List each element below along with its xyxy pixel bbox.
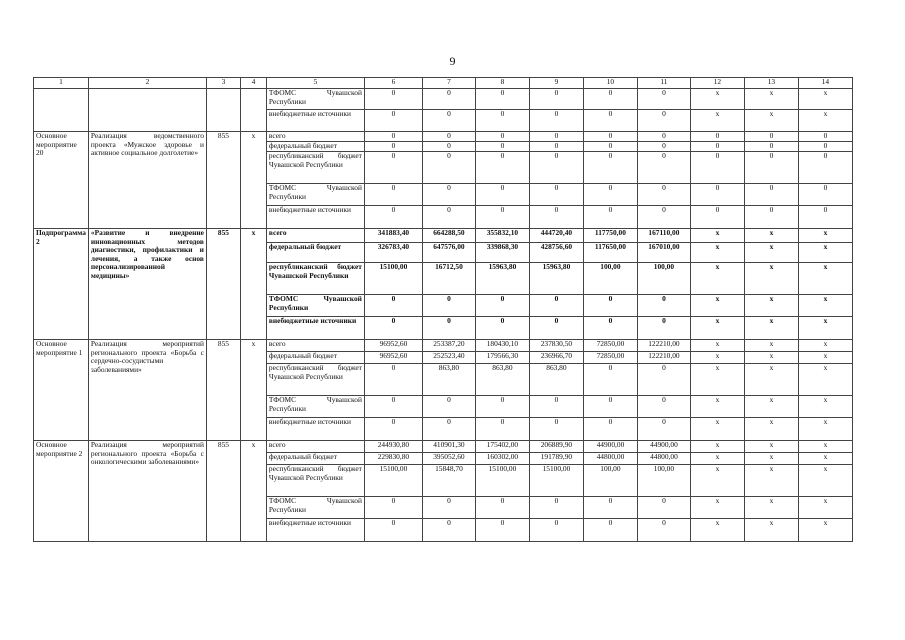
value-cell: 0 <box>583 519 637 542</box>
value-cell: x <box>690 497 744 519</box>
funding-source: ТФОМС Чувашской Республики <box>266 184 364 206</box>
value-cell: 100,00 <box>637 465 690 497</box>
value-cell: 0 <box>637 89 690 110</box>
value-cell: 0 <box>529 152 583 184</box>
value-cell: 0 <box>364 396 422 418</box>
row-mark: x <box>240 340 266 441</box>
value-cell: 0 <box>637 132 690 142</box>
value-cell: 0 <box>637 184 690 206</box>
value-cell: 100,00 <box>583 465 637 497</box>
value-cell: 0 <box>798 142 852 152</box>
value-cell: 0 <box>422 152 475 184</box>
value-cell: 0 <box>637 519 690 542</box>
funding-source: ТФОМС Чувашской Республики <box>266 295 364 317</box>
row-status: Основное мероприятие 20 <box>34 132 89 229</box>
value-cell: 0 <box>744 184 798 206</box>
value-cell: x <box>690 465 744 497</box>
value-cell: x <box>744 453 798 465</box>
table-row <box>34 441 853 453</box>
value-cell: x <box>744 263 798 295</box>
value-cell: x <box>744 364 798 396</box>
value-cell: 100,00 <box>583 263 637 295</box>
value-cell: 15100,00 <box>364 263 422 295</box>
value-cell: x <box>744 229 798 243</box>
value-cell: x <box>744 497 798 519</box>
value-cell: 0 <box>364 317 422 340</box>
value-cell: x <box>690 453 744 465</box>
header-row <box>34 78 853 89</box>
value-cell: 15100,00 <box>364 465 422 497</box>
value-cell: 326783,40 <box>364 243 422 263</box>
value-cell: 428756,60 <box>529 243 583 263</box>
value-cell: 16712,50 <box>422 263 475 295</box>
row-status <box>34 89 89 132</box>
value-cell: x <box>744 519 798 542</box>
value-cell: 0 <box>364 152 422 184</box>
value-cell: 0 <box>529 142 583 152</box>
value-cell: x <box>690 110 744 132</box>
table-row <box>34 132 853 142</box>
value-cell: 72850,00 <box>583 352 637 364</box>
value-cell: 0 <box>690 206 744 229</box>
column-header: 13 <box>744 78 798 89</box>
value-cell: 0 <box>364 497 422 519</box>
value-cell: 237830,50 <box>529 340 583 352</box>
value-cell: 0 <box>583 317 637 340</box>
value-cell: 0 <box>583 132 637 142</box>
value-cell: 236966,70 <box>529 352 583 364</box>
value-cell: x <box>798 418 852 441</box>
funding-source: республиканский бюджет Чувашской Республики <box>266 152 364 184</box>
value-cell: 179566,30 <box>475 352 529 364</box>
value-cell: 0 <box>364 132 422 142</box>
value-cell: 0 <box>475 317 529 340</box>
value-cell: 0 <box>637 418 690 441</box>
funding-source: всего <box>266 229 364 243</box>
row-name <box>88 89 206 132</box>
value-cell: x <box>690 396 744 418</box>
value-cell: x <box>798 352 852 364</box>
value-cell: 167010,00 <box>637 243 690 263</box>
value-cell: 0 <box>422 110 475 132</box>
value-cell: 0 <box>690 142 744 152</box>
value-cell: 0 <box>744 132 798 142</box>
row-code: 855 <box>206 132 240 229</box>
value-cell: 863,80 <box>529 364 583 396</box>
row-mark <box>240 89 266 132</box>
value-cell: 206889,90 <box>529 441 583 453</box>
value-cell: 341883,40 <box>364 229 422 243</box>
table-row <box>34 340 853 352</box>
value-cell: 0 <box>744 142 798 152</box>
value-cell: 244930,80 <box>364 441 422 453</box>
value-cell: x <box>744 441 798 453</box>
value-cell: x <box>690 229 744 243</box>
value-cell: 167110,00 <box>637 229 690 243</box>
funding-source: всего <box>266 340 364 352</box>
value-cell: 180430,10 <box>475 340 529 352</box>
funding-source: внебюджетные источники <box>266 110 364 132</box>
value-cell: x <box>690 263 744 295</box>
value-cell: x <box>690 418 744 441</box>
value-cell: 0 <box>637 317 690 340</box>
value-cell: 0 <box>583 364 637 396</box>
value-cell: 100,00 <box>637 263 690 295</box>
value-cell: 0 <box>637 396 690 418</box>
funding-source: внебюджетные источники <box>266 206 364 229</box>
table-row <box>34 89 853 110</box>
value-cell: 44900,00 <box>583 441 637 453</box>
value-cell: 0 <box>637 206 690 229</box>
column-header: 10 <box>583 78 637 89</box>
value-cell: 0 <box>364 184 422 206</box>
value-cell: 15963,80 <box>475 263 529 295</box>
value-cell: x <box>798 340 852 352</box>
value-cell: 0 <box>422 295 475 317</box>
value-cell: 0 <box>529 110 583 132</box>
value-cell: 0 <box>475 184 529 206</box>
funding-source: внебюджетные источники <box>266 519 364 542</box>
column-header: 6 <box>364 78 422 89</box>
value-cell: 0 <box>364 110 422 132</box>
value-cell: 664288,50 <box>422 229 475 243</box>
value-cell: 117650,00 <box>583 243 637 263</box>
value-cell: 0 <box>529 206 583 229</box>
value-cell: 0 <box>583 396 637 418</box>
row-status: Основное мероприятие 1 <box>34 340 89 441</box>
value-cell: 44900,00 <box>637 441 690 453</box>
value-cell: 0 <box>422 317 475 340</box>
value-cell: 0 <box>798 184 852 206</box>
value-cell: 0 <box>475 497 529 519</box>
value-cell: 175402,00 <box>475 441 529 453</box>
column-header: 3 <box>206 78 240 89</box>
budget-table <box>33 77 853 542</box>
value-cell: 0 <box>475 418 529 441</box>
funding-source: республиканский бюджет Чувашской Республики <box>266 364 364 396</box>
value-cell: 0 <box>529 295 583 317</box>
column-header: 7 <box>422 78 475 89</box>
value-cell: x <box>690 243 744 263</box>
value-cell: 444720,40 <box>529 229 583 243</box>
funding-source: федеральный бюджет <box>266 142 364 152</box>
value-cell: 96952,60 <box>364 352 422 364</box>
column-header: 2 <box>88 78 206 89</box>
value-cell: x <box>690 89 744 110</box>
value-cell: 0 <box>475 519 529 542</box>
row-name: Реализация мероприятий регионального проекта «Борьба с сердечно-сосудистыми заболеваниями» <box>88 340 206 441</box>
value-cell: 0 <box>422 142 475 152</box>
column-header: 1 <box>34 78 89 89</box>
value-cell: 0 <box>475 110 529 132</box>
value-cell: 0 <box>529 497 583 519</box>
value-cell: x <box>744 317 798 340</box>
value-cell: 0 <box>364 142 422 152</box>
row-code: 855 <box>206 340 240 441</box>
value-cell: 0 <box>583 142 637 152</box>
value-cell: 0 <box>798 152 852 184</box>
value-cell: x <box>744 89 798 110</box>
value-cell: x <box>744 243 798 263</box>
value-cell: 0 <box>690 152 744 184</box>
value-cell: x <box>690 340 744 352</box>
value-cell: 0 <box>529 519 583 542</box>
value-cell: 0 <box>637 364 690 396</box>
value-cell: 0 <box>475 142 529 152</box>
value-cell: x <box>798 519 852 542</box>
value-cell: 0 <box>475 295 529 317</box>
value-cell: 15963,80 <box>529 263 583 295</box>
value-cell: 0 <box>583 110 637 132</box>
value-cell: x <box>744 110 798 132</box>
value-cell: x <box>744 465 798 497</box>
value-cell: x <box>798 317 852 340</box>
value-cell: 355832,10 <box>475 229 529 243</box>
funding-source: всего <box>266 441 364 453</box>
value-cell: x <box>690 519 744 542</box>
value-cell: 0 <box>422 418 475 441</box>
value-cell: 0 <box>798 132 852 142</box>
value-cell: x <box>798 229 852 243</box>
value-cell: 0 <box>798 206 852 229</box>
value-cell: 0 <box>364 206 422 229</box>
value-cell: x <box>744 418 798 441</box>
value-cell: x <box>798 396 852 418</box>
value-cell: 0 <box>422 497 475 519</box>
value-cell: x <box>690 352 744 364</box>
value-cell: x <box>798 89 852 110</box>
value-cell: 0 <box>422 519 475 542</box>
value-cell: 0 <box>529 396 583 418</box>
row-mark: x <box>240 229 266 340</box>
funding-source: внебюджетные источники <box>266 317 364 340</box>
row-name: «Развитие и внедрение инновационных методов диагностики, профилактики и лечения, а также основ персонализированной медицины» <box>88 229 206 340</box>
value-cell: x <box>744 352 798 364</box>
value-cell: 0 <box>422 396 475 418</box>
value-cell: x <box>798 263 852 295</box>
value-cell: 0 <box>583 184 637 206</box>
value-cell: 0 <box>690 184 744 206</box>
value-cell: 252523,40 <box>422 352 475 364</box>
value-cell: 0 <box>637 142 690 152</box>
value-cell: 0 <box>583 206 637 229</box>
value-cell: x <box>798 295 852 317</box>
value-cell: 0 <box>637 295 690 317</box>
row-name: Реализация мероприятий регионального проекта «Борьба с онкологическими заболеваниями» <box>88 441 206 542</box>
value-cell: 0 <box>475 396 529 418</box>
value-cell: x <box>744 340 798 352</box>
value-cell: 15100,00 <box>529 465 583 497</box>
value-cell: 0 <box>364 89 422 110</box>
value-cell: 44800,00 <box>583 453 637 465</box>
value-cell: 0 <box>475 152 529 184</box>
row-code: 855 <box>206 441 240 542</box>
value-cell: 863,80 <box>475 364 529 396</box>
value-cell: 0 <box>364 418 422 441</box>
value-cell: x <box>690 317 744 340</box>
row-name: Реализация ведомственного проекта «Мужское здоровье и активное социальное долголетие» <box>88 132 206 229</box>
value-cell: 0 <box>475 206 529 229</box>
row-mark: x <box>240 132 266 229</box>
value-cell: 0 <box>422 89 475 110</box>
value-cell: x <box>798 243 852 263</box>
value-cell: 0 <box>583 497 637 519</box>
funding-source: ТФОМС Чувашской Республики <box>266 497 364 519</box>
row-mark: x <box>240 441 266 542</box>
value-cell: 0 <box>422 132 475 142</box>
value-cell: 0 <box>637 152 690 184</box>
funding-source: федеральный бюджет <box>266 243 364 263</box>
value-cell: x <box>744 295 798 317</box>
value-cell: 647576,00 <box>422 243 475 263</box>
column-header: 11 <box>637 78 690 89</box>
value-cell: 0 <box>690 132 744 142</box>
table-body <box>34 78 853 542</box>
value-cell: x <box>744 396 798 418</box>
value-cell: 0 <box>529 317 583 340</box>
value-cell: 339868,30 <box>475 243 529 263</box>
value-cell: 15100,00 <box>475 465 529 497</box>
column-header: 8 <box>475 78 529 89</box>
value-cell: 117750,00 <box>583 229 637 243</box>
row-code <box>206 89 240 132</box>
value-cell: 0 <box>475 89 529 110</box>
value-cell: 96952,60 <box>364 340 422 352</box>
funding-source: ТФОМС Чувашской Республики <box>266 396 364 418</box>
value-cell: 122210,00 <box>637 340 690 352</box>
value-cell: x <box>798 453 852 465</box>
value-cell: x <box>798 441 852 453</box>
column-header: 5 <box>266 78 364 89</box>
value-cell: 0 <box>583 89 637 110</box>
value-cell: x <box>798 497 852 519</box>
value-cell: 0 <box>364 364 422 396</box>
funding-source: внебюджетные источники <box>266 418 364 441</box>
value-cell: 0 <box>637 110 690 132</box>
value-cell: x <box>690 364 744 396</box>
value-cell: 229830,80 <box>364 453 422 465</box>
value-cell: 0 <box>744 206 798 229</box>
column-header: 9 <box>529 78 583 89</box>
value-cell: x <box>798 465 852 497</box>
funding-source: ТФОМС Чувашской Республики <box>266 89 364 110</box>
value-cell: 0 <box>422 206 475 229</box>
value-cell: 15848,70 <box>422 465 475 497</box>
value-cell: 191789,90 <box>529 453 583 465</box>
table-row <box>34 229 853 243</box>
row-status: Подпрограмма 2 <box>34 229 89 340</box>
value-cell: x <box>798 364 852 396</box>
value-cell: 72850,00 <box>583 340 637 352</box>
row-code: 855 <box>206 229 240 340</box>
value-cell: 0 <box>583 152 637 184</box>
value-cell: 395052,60 <box>422 453 475 465</box>
column-header: 14 <box>798 78 852 89</box>
value-cell: 0 <box>529 89 583 110</box>
value-cell: 253387,20 <box>422 340 475 352</box>
value-cell: x <box>690 441 744 453</box>
value-cell: 863,80 <box>422 364 475 396</box>
row-status: Основное мероприятие 2 <box>34 441 89 542</box>
value-cell: 410901,30 <box>422 441 475 453</box>
value-cell: 0 <box>583 295 637 317</box>
page-number: 9 <box>449 54 456 68</box>
value-cell: 0 <box>583 418 637 441</box>
value-cell: 44800,00 <box>637 453 690 465</box>
column-header: 12 <box>690 78 744 89</box>
value-cell: 0 <box>744 152 798 184</box>
value-cell: 0 <box>529 418 583 441</box>
value-cell: 0 <box>637 497 690 519</box>
value-cell: 0 <box>364 519 422 542</box>
value-cell: 0 <box>529 132 583 142</box>
value-cell: x <box>690 295 744 317</box>
value-cell: 0 <box>529 184 583 206</box>
value-cell: 122210,00 <box>637 352 690 364</box>
funding-source: федеральный бюджет <box>266 453 364 465</box>
funding-source: всего <box>266 132 364 142</box>
funding-source: федеральный бюджет <box>266 352 364 364</box>
value-cell: 160302,00 <box>475 453 529 465</box>
value-cell: 0 <box>475 132 529 142</box>
value-cell: x <box>798 110 852 132</box>
funding-source: республиканский бюджет Чувашской Республики <box>266 465 364 497</box>
value-cell: 0 <box>422 184 475 206</box>
funding-source: республиканский бюджет Чувашской Республики <box>266 263 364 295</box>
value-cell: 0 <box>364 295 422 317</box>
column-header: 4 <box>240 78 266 89</box>
